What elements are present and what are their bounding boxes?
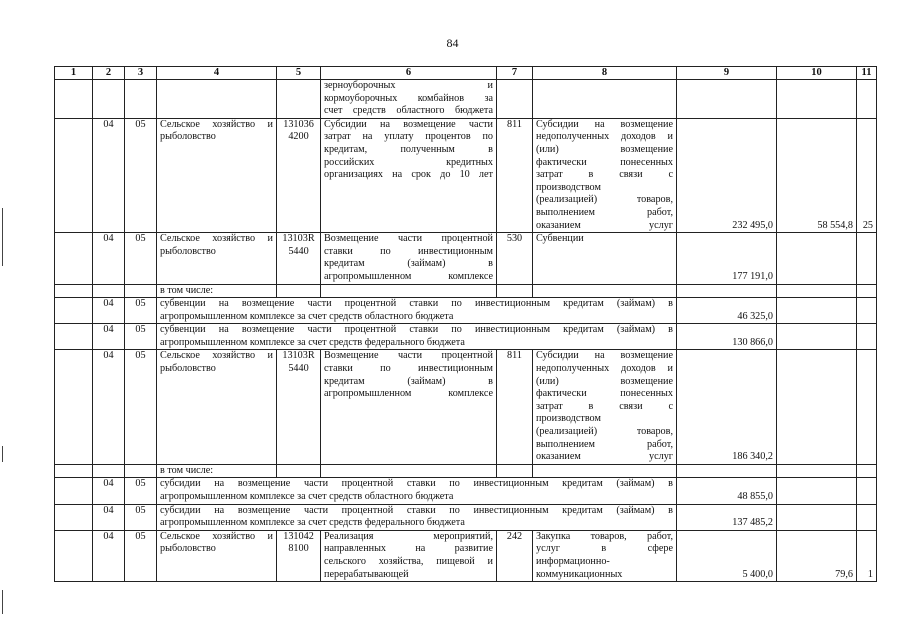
text-line: Субвенции — [536, 233, 584, 245]
cell-amount-2 — [777, 233, 857, 284]
text-line: перерабатывающей — [324, 568, 409, 580]
text-line: фактически понесенных — [536, 388, 673, 400]
empty-cell — [277, 80, 321, 119]
cell-amount-2 — [777, 350, 857, 464]
text-line: затрат в связи с — [536, 169, 673, 181]
text-line: субсидии на возмещение части процентной ставки по инвестиционным кредитам (займам) в — [160, 478, 673, 490]
text-line: 4200 — [288, 131, 309, 143]
cell-section: 04 — [93, 504, 125, 530]
text-line: 13103R — [282, 350, 315, 362]
table-row — [55, 80, 877, 119]
header-row — [55, 67, 877, 80]
header-cell: 1 — [55, 67, 93, 80]
cell-percent — [857, 350, 877, 464]
empty-cell — [857, 324, 877, 350]
cell-amount: 177 191,0 — [677, 233, 777, 284]
empty-cell — [321, 284, 497, 298]
table-row — [55, 118, 877, 232]
cell-section: 04 — [93, 233, 125, 284]
text-line: агропромышленном комплексе за счет средств областного бюджета — [160, 491, 454, 502]
table-row — [55, 504, 877, 530]
empty-cell — [533, 80, 677, 119]
cell-target-code — [277, 118, 321, 232]
text-line: сельского хозяйства, пищевой и — [324, 555, 493, 567]
text-line: агропромышленном комплексе — [324, 388, 493, 400]
table-row — [55, 324, 877, 350]
empty-cell — [277, 284, 321, 298]
cell-expense-type: 242 — [497, 530, 533, 581]
empty-cell — [277, 464, 321, 478]
empty-cell — [497, 464, 533, 478]
scan-edge-mark — [2, 446, 3, 462]
cell-expense-type: 811 — [497, 350, 533, 464]
empty-cell — [857, 298, 877, 324]
cell-section: 04 — [93, 118, 125, 232]
empty-cell — [55, 284, 93, 298]
cell-percent: 25 — [857, 118, 877, 232]
empty-cell — [777, 504, 857, 530]
cell-amount: 46 325,0 — [677, 298, 777, 324]
text-line: информационно- — [536, 555, 610, 567]
cell-subsection: 05 — [125, 478, 157, 504]
text-line: оказанием услуг — [536, 451, 673, 463]
cell-amount: 130 866,0 — [677, 324, 777, 350]
empty-cell — [777, 80, 857, 119]
text-line: Реализация мероприятий, — [324, 530, 493, 542]
empty-cell — [55, 478, 93, 504]
cell-description — [321, 80, 497, 119]
text-line: коммуникационных — [536, 568, 623, 580]
budget-table — [54, 66, 877, 582]
text-line: оказанием услуг — [536, 219, 673, 231]
text-line: Сельское хозяйство и — [160, 530, 273, 542]
empty-cell — [55, 464, 93, 478]
text-line: агропромышленном комплексе за счет средств областного бюджета — [160, 310, 454, 322]
header-cell: 5 — [277, 67, 321, 80]
empty-cell — [777, 298, 857, 324]
empty-cell — [55, 504, 93, 530]
cell-amount: 137 485,2 — [677, 504, 777, 530]
cell-target-code — [277, 530, 321, 581]
text-line: затрат на уплату процентов по — [324, 131, 493, 143]
cell-branch — [157, 530, 277, 581]
text-line: счет средств областного бюджета — [324, 105, 493, 117]
empty-cell — [157, 80, 277, 119]
cell-sub-item — [157, 478, 677, 504]
empty-cell — [777, 464, 857, 478]
cell-amount: 5 400,0 — [677, 530, 777, 581]
empty-cell — [777, 478, 857, 504]
empty-cell — [55, 233, 93, 284]
header-cell: 7 — [497, 67, 533, 80]
text-line: Закупка товаров, работ, — [536, 530, 673, 542]
cell-section: 04 — [93, 350, 125, 464]
cell-subsection: 05 — [125, 530, 157, 581]
header-cell: 11 — [857, 67, 877, 80]
empty-cell — [857, 478, 877, 504]
text-line: 8100 — [288, 543, 309, 555]
text-line: субвенции на возмещение части процентной ставки по инвестиционным кредитам (займам) в — [160, 298, 673, 310]
text-line: выполнением работ, — [536, 206, 673, 218]
text-line: агропромышленном комплексе за счет средств федерального бюджета — [160, 517, 465, 529]
cell-subsection: 05 — [125, 350, 157, 464]
text-line: производством — [536, 413, 601, 425]
text-line: (или) возмещение — [536, 375, 673, 387]
empty-cell — [497, 284, 533, 298]
empty-cell — [55, 324, 93, 350]
cell-subsection: 05 — [125, 233, 157, 284]
cell-section: 04 — [93, 324, 125, 350]
cell-expense-type: 530 — [497, 233, 533, 284]
cell-amount: 48 855,0 — [677, 478, 777, 504]
empty-cell — [677, 284, 777, 298]
text-line: российских кредитных — [324, 156, 493, 168]
cell-amount-2: 58 554,8 — [777, 118, 857, 232]
text-line: услуг в сфере — [536, 543, 673, 555]
text-line: организациях на срок до 10 лет — [324, 169, 493, 181]
cell-subsection: 05 — [125, 504, 157, 530]
cell-including-note: в том числе: — [157, 284, 277, 298]
text-line: Сельское хозяйство и — [160, 118, 273, 130]
text-line: (или) возмещение — [536, 143, 673, 155]
cell-expense-name — [533, 530, 677, 581]
empty-cell — [55, 350, 93, 464]
text-line: ставки по инвестиционным — [324, 363, 493, 375]
cell-target-code — [277, 350, 321, 464]
text-line: недополученных доходов и — [536, 131, 673, 143]
text-line: затрат в связи с — [536, 400, 673, 412]
empty-cell — [857, 504, 877, 530]
header-cell: 8 — [533, 67, 677, 80]
empty-cell — [55, 298, 93, 324]
text-line: кормоуборочных комбайнов за — [324, 92, 493, 104]
table-row — [55, 464, 877, 478]
text-line: Возмещение части процентной — [324, 233, 493, 245]
text-line: кредитам (займам) в — [324, 375, 493, 387]
cell-branch — [157, 118, 277, 232]
cell-expense-name — [533, 233, 677, 284]
text-line: 131036 — [283, 118, 314, 130]
cell-target-code — [277, 233, 321, 284]
cell-including-note: в том числе: — [157, 464, 277, 478]
cell-expense-name — [533, 118, 677, 232]
text-line: агропромышленном комплексе за счет средств федерального бюджета — [160, 336, 465, 348]
text-line: рыболовство — [160, 543, 216, 555]
text-line: рыболовство — [160, 131, 216, 143]
empty-cell — [777, 324, 857, 350]
cell-amount: 232 495,0 — [677, 118, 777, 232]
text-line: субсидии на возмещение части процентной ставки по инвестиционным кредитам (займам) в — [160, 504, 673, 516]
cell-subsection: 05 — [125, 118, 157, 232]
cell-sub-item — [157, 324, 677, 350]
empty-cell — [677, 464, 777, 478]
text-line: субвенции на возмещение части процентной ставки по инвестиционным кредитам (займам) в — [160, 324, 673, 336]
empty-cell — [125, 284, 157, 298]
text-line: рыболовство — [160, 363, 216, 375]
cell-sub-item — [157, 504, 677, 530]
cell-branch — [157, 233, 277, 284]
table-row — [55, 478, 877, 504]
table-row — [55, 350, 877, 464]
cell-expense-type: 811 — [497, 118, 533, 232]
empty-cell — [533, 464, 677, 478]
empty-cell — [125, 464, 157, 478]
text-line: 131042 — [283, 530, 314, 542]
empty-cell — [533, 284, 677, 298]
cell-amount: 186 340,2 — [677, 350, 777, 464]
text-line: фактически понесенных — [536, 156, 673, 168]
cell-sub-item — [157, 298, 677, 324]
header-cell: 9 — [677, 67, 777, 80]
cell-description — [321, 350, 497, 464]
text-line: Сельское хозяйство и — [160, 233, 273, 245]
empty-cell — [93, 464, 125, 478]
text-line: Сельское хозяйство и — [160, 350, 273, 362]
cell-description — [321, 118, 497, 232]
cell-description — [321, 233, 497, 284]
text-line: кредитам (займам) в — [324, 258, 493, 270]
header-cell: 6 — [321, 67, 497, 80]
text-line: Субсидии на возмещение части — [324, 118, 493, 130]
header-cell: 4 — [157, 67, 277, 80]
cell-description — [321, 530, 497, 581]
text-line: Субсидии на возмещение — [536, 118, 673, 130]
text-line: 13103R — [282, 233, 315, 245]
text-line: недополученных доходов и — [536, 363, 673, 375]
table-row — [55, 284, 877, 298]
cell-percent — [857, 233, 877, 284]
header-cell: 3 — [125, 67, 157, 80]
text-line: Возмещение части процентной — [324, 350, 493, 362]
cell-expense-name — [533, 350, 677, 464]
empty-cell — [497, 80, 533, 119]
text-line: выполнением работ, — [536, 438, 673, 450]
cell-branch — [157, 350, 277, 464]
text-line: Субсидии на возмещение — [536, 350, 673, 362]
text-line: ставки по инвестиционным — [324, 245, 493, 257]
text-line: зерноуборочных и — [324, 80, 493, 91]
text-line: производством — [536, 181, 601, 193]
scan-edge-mark — [2, 208, 3, 266]
text-line: рыболовство — [160, 245, 216, 257]
text-line: 5440 — [288, 245, 309, 257]
empty-cell — [857, 464, 877, 478]
empty-cell — [93, 284, 125, 298]
cell-amount-2: 79,6 — [777, 530, 857, 581]
empty-cell — [857, 80, 877, 119]
header-cell: 2 — [93, 67, 125, 80]
table-row — [55, 298, 877, 324]
cell-subsection: 05 — [125, 324, 157, 350]
empty-cell — [93, 80, 125, 119]
cell-section: 04 — [93, 530, 125, 581]
empty-cell — [677, 80, 777, 119]
text-line: агропромышленном комплексе — [324, 270, 493, 282]
empty-cell — [777, 284, 857, 298]
empty-cell — [55, 80, 93, 119]
empty-cell — [55, 118, 93, 232]
cell-subsection: 05 — [125, 298, 157, 324]
header-cell: 10 — [777, 67, 857, 80]
empty-cell — [857, 284, 877, 298]
page-number: 84 — [446, 36, 459, 50]
text-line: (реализацией) товаров, — [536, 194, 673, 206]
cell-section: 04 — [93, 298, 125, 324]
empty-cell — [125, 80, 157, 119]
empty-cell — [321, 464, 497, 478]
text-line: 5440 — [288, 363, 309, 375]
empty-cell — [55, 530, 93, 581]
cell-section: 04 — [93, 478, 125, 504]
text-line: направленных на развитие — [324, 543, 493, 555]
cell-percent: 1 — [857, 530, 877, 581]
text-line: (реализацией) товаров, — [536, 426, 673, 438]
table-row — [55, 530, 877, 581]
table-row — [55, 233, 877, 284]
scan-edge-mark — [2, 590, 3, 614]
text-line: кредитам, полученным в — [324, 143, 493, 155]
